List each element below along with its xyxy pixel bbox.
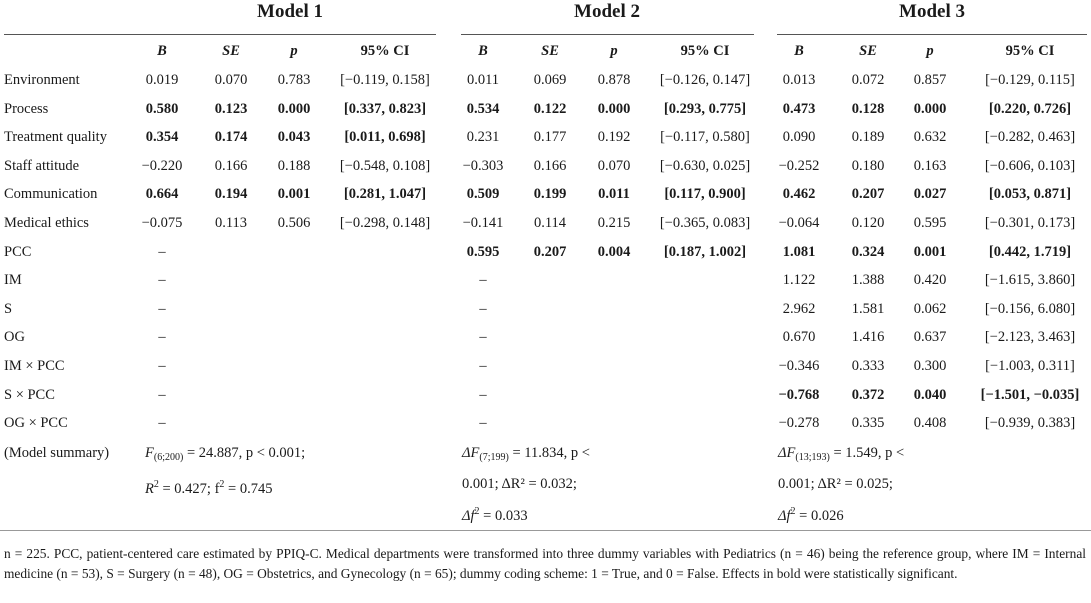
summary-text: 0.001; ΔR² = 0.032; (462, 476, 577, 492)
table-cell-ci-m1: [−0.298, 0.148] (339, 215, 431, 231)
table-cell-ci-m3: [0.220, 0.726] (988, 101, 1072, 117)
table-cell-ci-m2: [−0.630, 0.025] (659, 158, 751, 174)
table-cell-b-m2: – (479, 272, 487, 288)
table-cell-b-m3: 1.122 (782, 272, 816, 288)
table-cell-b-m3: 0.013 (782, 72, 816, 88)
summary-text: F (145, 445, 154, 461)
table-cell-p-m3: 0.040 (913, 387, 947, 403)
table-cell-p-m2: 0.011 (598, 186, 630, 202)
table-cell-b-m3: −0.346 (778, 358, 820, 374)
table-cell-p-m1: 0.001 (277, 186, 311, 202)
table-cell-ci-m2: [−0.126, 0.147] (659, 72, 751, 88)
summary-text: (13;193) (795, 452, 830, 463)
table-cell-se-m2: 0.069 (533, 72, 567, 88)
summary-text: 2 (153, 479, 159, 490)
table-cell-b-m1: – (158, 272, 166, 288)
table-cell-se-m3: 0.333 (851, 358, 885, 374)
table-cell-se-m3: 1.581 (851, 301, 885, 317)
col-header-se-m3: SE (859, 43, 877, 59)
col-header-b-m2: B (478, 43, 488, 59)
table-cell-ci-m1: [−0.119, 0.158] (340, 72, 430, 88)
model-2-title: Model 2 (574, 1, 640, 22)
table-cell-se-m1: 0.113 (214, 215, 248, 231)
table-cell-p-m3: 0.420 (913, 272, 947, 288)
table-cell-ci-m2: [−0.365, 0.083] (659, 215, 751, 231)
table-cell-p-m3: 0.595 (913, 215, 947, 231)
table-cell-p-m1: 0.783 (277, 72, 311, 88)
table-cell-se-m3: 0.180 (851, 158, 885, 174)
table-cell-b-m2: 0.011 (466, 72, 500, 88)
summary-text: (7;199) (479, 452, 509, 463)
table-cell-p-m3: 0.163 (913, 158, 947, 174)
table-cell-b-m3: 0.670 (782, 329, 816, 345)
table-cell-p-m3: 0.637 (913, 329, 947, 345)
table-cell-se-m3: 0.335 (851, 415, 885, 431)
summary-text: (6;200) (153, 452, 184, 463)
summary-text: ΔF (778, 445, 796, 461)
table-cell-b-m3: 0.462 (782, 186, 816, 202)
row-label: IM × PCC (4, 358, 65, 374)
table-cell-b-m1: – (158, 329, 166, 345)
model-3-title: Model 3 (899, 1, 965, 22)
table-cell-b-m2: −0.141 (462, 215, 504, 231)
table-cell-p-m3: 0.062 (913, 301, 947, 317)
table-cell-b-m1: – (158, 387, 166, 403)
summary-text: = 0.033 (479, 508, 528, 524)
table-cell-p-m2: 0.192 (597, 129, 631, 145)
table-cell-ci-m3: [−0.129, 0.115] (985, 72, 1075, 88)
table-cell-se-m3: 0.207 (851, 186, 885, 202)
table-cell-se-m3: 1.416 (851, 329, 885, 345)
summary-text: = 0.427; f (158, 481, 220, 497)
table-cell-p-m1: 0.188 (277, 158, 311, 174)
col-header-b-m1: B (157, 43, 167, 59)
table-cell-ci-m1: [0.281, 1.047] (343, 186, 427, 202)
summary-text: = 11.834, p < (508, 445, 590, 461)
table-cell-ci-m3: [−2.123, 3.463] (984, 329, 1076, 345)
table-cell-b-m1: – (158, 301, 166, 317)
col-header-ci-m1: 95% CI (360, 43, 410, 59)
summary-text: Δf (462, 508, 475, 524)
table-cell-b-m1: −0.220 (141, 158, 183, 174)
table-cell-se-m1: 0.194 (214, 186, 248, 202)
model-1-summary (145, 440, 305, 503)
table-cell-b-m3: −0.064 (778, 215, 820, 231)
table-cell-b-m1: – (158, 358, 166, 374)
col-header-p-m3: p (926, 43, 934, 59)
table-cell-se-m2: 0.166 (533, 158, 567, 174)
table-cell-se-m3: 0.072 (851, 72, 885, 88)
table-cell-se-m1: 0.174 (214, 129, 248, 145)
row-label: IM (4, 272, 22, 288)
col-header-ci-m3: 95% CI (1005, 43, 1055, 59)
summary-text: = 0.745 (224, 481, 273, 497)
model-3-summary (778, 440, 904, 530)
row-label: Process (4, 101, 49, 117)
col-header-se-m1: SE (222, 43, 240, 59)
table-cell-se-m3: 0.120 (851, 215, 885, 231)
table-cell-ci-m3: [−1.615, 3.860] (984, 272, 1076, 288)
table-cell-ci-m2: [0.293, 0.775] (663, 101, 747, 117)
table-cell-se-m3: 0.372 (851, 387, 885, 403)
table-cell-se-m1: 0.070 (214, 72, 248, 88)
table-cell-p-m3: 0.027 (913, 186, 947, 202)
table-cell-p-m2: 0.070 (597, 158, 631, 174)
table-cell-b-m3: −0.252 (778, 158, 820, 174)
table-cell-se-m1: 0.123 (214, 101, 248, 117)
col-header-p-m1: p (290, 43, 298, 59)
table-cell-b-m1: 0.019 (145, 72, 179, 88)
table-cell-b-m2: – (479, 301, 487, 317)
table-cell-p-m1: 0.000 (277, 101, 311, 117)
row-label: Staff attitude (4, 158, 80, 174)
summary-text: = 0.026 (795, 508, 844, 524)
table-cell-se-m2: 0.114 (533, 215, 567, 231)
summary-text: R (145, 481, 154, 497)
table-cell-b-m3: 0.090 (782, 129, 816, 145)
row-label: OG (4, 329, 25, 345)
table-cell-p-m3: 0.857 (913, 72, 947, 88)
table-cell-b-m3: 2.962 (782, 301, 816, 317)
table-cell-se-m3: 0.324 (851, 244, 885, 260)
table-cell-p-m3: 0.001 (913, 244, 947, 260)
table-cell-p-m1: 0.043 (277, 129, 311, 145)
table-cell-ci-m3: [−0.301, 0.173] (984, 215, 1076, 231)
table-cell-se-m3: 1.388 (851, 272, 885, 288)
table-cell-ci-m2: [0.187, 1.002] (663, 244, 747, 260)
row-label: Medical ethics (4, 215, 89, 231)
table-cell-ci-m2: [−0.117, 0.580] (660, 129, 750, 145)
row-label: Environment (4, 72, 80, 88)
table-cell-ci-m3: [−1.003, 0.311] (985, 358, 1075, 374)
model-3-rule (777, 34, 1087, 35)
table-cell-p-m2: 0.000 (597, 101, 631, 117)
table-cell-b-m2: – (479, 358, 487, 374)
table-cell-p-m3: 0.632 (913, 129, 947, 145)
table-cell-ci-m3: [−0.939, 0.383] (984, 415, 1076, 431)
table-cell-b-m3: 0.473 (782, 101, 816, 117)
table-cell-p-m2: 0.215 (597, 215, 631, 231)
summary-text: = 24.887, p < 0.001; (183, 445, 306, 461)
table-cell-b-m1: – (158, 244, 166, 260)
table-cell-se-m1: 0.166 (214, 158, 248, 174)
table-cell-ci-m2: [0.117, 0.900] (664, 186, 746, 202)
row-label: PCC (4, 244, 32, 260)
table-cell-b-m1: 0.580 (145, 101, 179, 117)
table-cell-b-m1: 0.354 (145, 129, 179, 145)
row-label: OG × PCC (4, 415, 68, 431)
table-cell-b-m1: 0.664 (145, 186, 179, 202)
table-cell-p-m3: 0.408 (913, 415, 947, 431)
table-cell-ci-m3: [−1.501, −0.035] (980, 387, 1080, 403)
row-label: Communication (4, 186, 98, 202)
col-header-ci-m2: 95% CI (680, 43, 730, 59)
summary-text: ΔF (462, 445, 480, 461)
table-cell-b-m1: −0.075 (141, 215, 183, 231)
table-cell-b-m2: −0.303 (462, 158, 504, 174)
bottom-rule (0, 530, 1091, 531)
table-cell-p-m1: 0.506 (277, 215, 311, 231)
table-cell-ci-m3: [−0.156, 6.080] (984, 301, 1076, 317)
col-header-p-m2: p (610, 43, 618, 59)
summary-text: 0.001; ΔR² = 0.025; (778, 476, 893, 492)
table-cell-se-m2: 0.199 (533, 186, 567, 202)
table-cell-ci-m1: [0.011, 0.698] (344, 129, 426, 145)
table-cell-b-m2: – (479, 415, 487, 431)
model-1-rule (4, 34, 436, 35)
summary-text: 2 (219, 479, 225, 490)
summary-text: = 1.549, p < (829, 445, 905, 461)
table-cell-p-m2: 0.004 (597, 244, 631, 260)
model-summary-label: (Model summary) (4, 445, 110, 461)
table-cell-se-m2: 0.207 (533, 244, 567, 260)
table-cell-se-m2: 0.122 (533, 101, 567, 117)
table-cell-ci-m3: [−0.606, 0.103] (984, 158, 1076, 174)
table-cell-ci-m3: [0.053, 0.871] (988, 186, 1072, 202)
col-header-b-m3: B (794, 43, 804, 59)
table-cell-b-m2: – (479, 329, 487, 345)
table-cell-b-m2: 0.595 (466, 244, 500, 260)
summary-text: 2 (474, 506, 480, 517)
table-cell-se-m3: 0.189 (851, 129, 885, 145)
summary-text: 2 (790, 506, 796, 517)
table-cell-ci-m1: [0.337, 0.823] (343, 101, 427, 117)
table-cell-b-m3: −0.278 (778, 415, 820, 431)
table-cell-b-m2: – (479, 387, 487, 403)
summary-text: Δf (778, 508, 791, 524)
table-cell-b-m2: 0.509 (466, 186, 500, 202)
table-cell-p-m3: 0.300 (913, 358, 947, 374)
table-cell-b-m3: 1.081 (782, 244, 816, 260)
table-cell-b-m2: 0.231 (466, 129, 500, 145)
model-2-rule (461, 34, 754, 35)
col-header-se-m2: SE (541, 43, 559, 59)
model-2-summary (462, 440, 590, 530)
table-cell-b-m2: 0.534 (466, 101, 500, 117)
table-cell-ci-m1: [−0.548, 0.108] (339, 158, 431, 174)
table-cell-ci-m3: [−0.282, 0.463] (984, 129, 1076, 145)
row-label: S (4, 301, 13, 317)
row-label: Treatment quality (4, 129, 107, 145)
table-footnote: n = 225. PCC, patient-centered care estimated by PPIQ-C. Medical departments were transformed into three dummy variables with Pediatrics (n = 46) being the reference group, where IM = Internal medicine (n = 53), S = Surgery (n = 48), OG = Obstetrics, and Gynecology (n = 65); dummy coding scheme: 1 = True, and 0 = False. Effects in bold were statistically significant. (4, 546, 1086, 581)
table-cell-p-m3: 0.000 (913, 101, 947, 117)
model-1-title: Model 1 (257, 1, 323, 22)
table-cell-ci-m3: [0.442, 1.719] (988, 244, 1072, 260)
table-cell-se-m3: 0.128 (851, 101, 885, 117)
table-cell-b-m1: – (158, 415, 166, 431)
row-label: S × PCC (4, 387, 55, 403)
table-cell-p-m2: 0.878 (597, 72, 631, 88)
table-cell-b-m3: −0.768 (778, 387, 820, 403)
table-cell-se-m2: 0.177 (533, 129, 567, 145)
